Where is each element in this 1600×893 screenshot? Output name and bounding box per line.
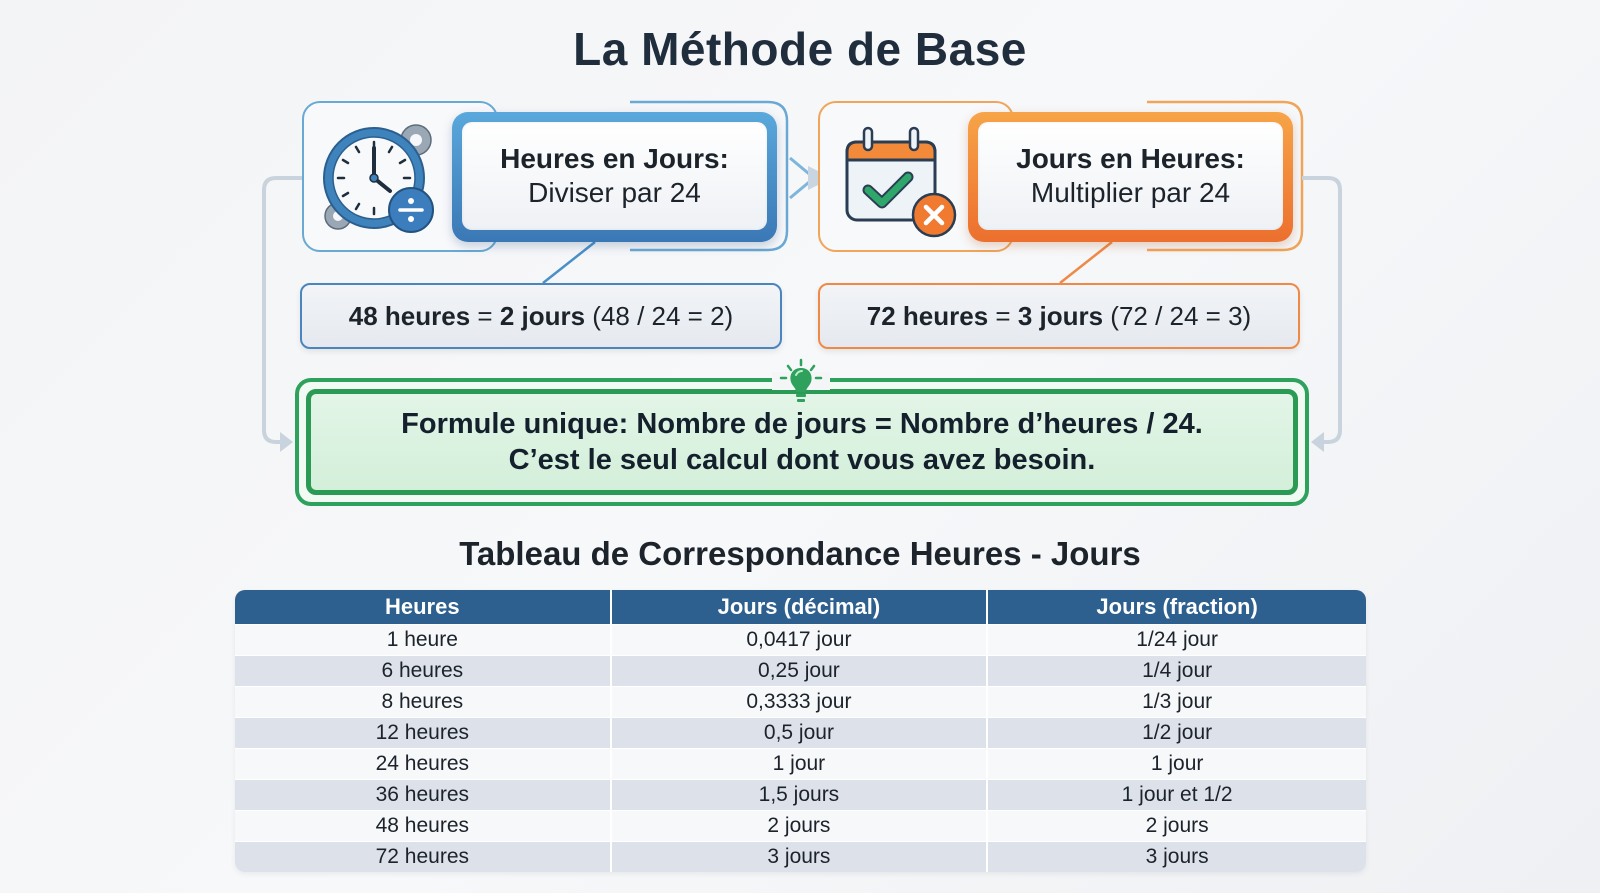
table-header-row (235, 590, 1366, 624)
clock-gear-divide-icon (318, 118, 440, 238)
calendar-check-icon (842, 122, 957, 240)
hours-to-days-rule: Diviser par 24 (528, 177, 701, 208)
cell-days-fraction: 3 jours (988, 841, 1366, 872)
hours-to-days-title: Heures en Jours: (500, 143, 729, 174)
column-header-days-fraction: Jours (fraction) (988, 590, 1366, 624)
column-header-hours: Heures (235, 590, 612, 624)
cell-days-decimal: 0,0417 jour (612, 624, 989, 655)
cell-days-fraction: 1 jour et 1/2 (988, 779, 1366, 810)
cell-days-fraction: 1/3 jour (988, 686, 1366, 717)
days-to-hours-rule: Multiplier par 24 (1030, 177, 1231, 208)
example-calculation: (48 / 24 = 2) (585, 300, 734, 331)
days-to-hours-label-frame (968, 112, 1293, 242)
table-row (235, 624, 1366, 655)
example-hours-value: 48 heures (348, 300, 471, 331)
cell-days-decimal: 1 jour (612, 748, 989, 779)
example-equals: = (470, 300, 500, 331)
days-to-hours-example (818, 283, 1300, 349)
cell-days-fraction: 1 jour (988, 748, 1366, 779)
example-equals: = (988, 300, 1018, 331)
formula-line-2: C’est le seul calcul dont vous avez besoin. (508, 444, 1096, 476)
cell-days-fraction: 1/24 jour (988, 624, 1366, 655)
example-calculation: (72 / 24 = 3) (1103, 300, 1252, 331)
table-row (235, 779, 1366, 810)
table-row (235, 717, 1366, 748)
cell-days-fraction: 1/4 jour (988, 655, 1366, 686)
cell-days-decimal: 2 jours (612, 810, 989, 841)
cell-hours: 36 heures (235, 779, 612, 810)
conversion-table (235, 590, 1366, 872)
cell-days-decimal: 0,3333 jour (612, 686, 989, 717)
example-days-value: 3 jours (1017, 300, 1104, 331)
cell-hours: 12 heures (235, 717, 612, 748)
cell-hours: 6 heures (235, 655, 612, 686)
formula-line-1: Formule unique: Nombre de jours = Nombre d’heures / 24. (401, 408, 1203, 440)
cell-days-decimal: 3 jours (612, 841, 989, 872)
days-to-hours-title: Jours en Heures: (1016, 143, 1245, 174)
column-header-days-decimal: Jours (décimal) (612, 590, 989, 624)
table-title: Tableau de Correspondance Heures - Jours (459, 535, 1141, 572)
table-row (235, 686, 1366, 717)
cell-days-fraction: 2 jours (988, 810, 1366, 841)
lightbulb-icon (776, 358, 826, 408)
cell-days-decimal: 0,5 jour (612, 717, 989, 748)
cell-days-fraction: 1/2 jour (988, 717, 1366, 748)
example-days-value: 2 jours (499, 300, 586, 331)
table-row (235, 841, 1366, 872)
cell-hours: 1 heure (235, 624, 612, 655)
table-row (235, 655, 1366, 686)
table-row (235, 748, 1366, 779)
cell-hours: 8 heures (235, 686, 612, 717)
page-title: La Méthode de Base (573, 23, 1027, 75)
cell-hours: 72 heures (235, 841, 612, 872)
cell-hours: 48 heures (235, 810, 612, 841)
table-row (235, 810, 1366, 841)
cell-hours: 24 heures (235, 748, 612, 779)
hours-to-days-example (300, 283, 782, 349)
hours-to-days-label-frame (452, 112, 777, 242)
cell-days-decimal: 0,25 jour (612, 655, 989, 686)
cell-days-decimal: 1,5 jours (612, 779, 989, 810)
example-hours-value: 72 heures (866, 300, 989, 331)
